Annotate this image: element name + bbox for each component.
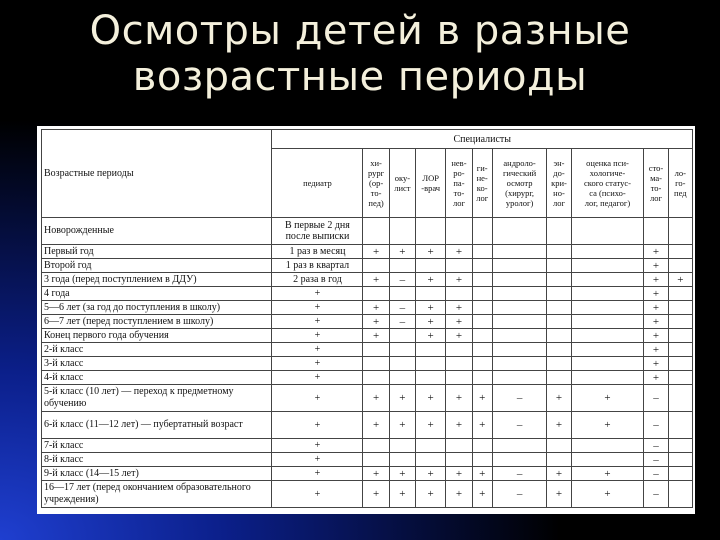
exam-mark-cell: + [416,315,446,329]
exam-mark-cell: – [492,481,547,508]
exam-mark-cell: + [416,467,446,481]
exam-mark-cell [416,357,446,371]
exam-mark-cell [644,218,668,245]
specialist-column-header: оку- лист [389,149,415,218]
specialist-column-header: хи- рург (ор- то- пед) [363,149,389,218]
exam-mark-cell: + [363,315,389,329]
exam-mark-cell [571,453,644,467]
age-period-cell: 3-й класс [42,357,272,371]
exam-mark-cell: + [446,481,472,508]
age-period-cell: 4 года [42,287,272,301]
exam-mark-cell [472,357,492,371]
exam-mark-cell [416,287,446,301]
exam-mark-cell [571,315,644,329]
exam-mark-cell: – [389,273,415,287]
exam-mark-cell: + [446,273,472,287]
exam-mark-cell [472,315,492,329]
exam-mark-cell: + [644,315,668,329]
exam-mark-cell [472,343,492,357]
exam-mark-cell [571,245,644,259]
exam-mark-cell [668,315,692,329]
age-periods-header: Возрастные периоды [42,130,272,218]
exam-mark-cell [571,371,644,385]
exam-mark-cell [389,343,415,357]
exam-mark-cell [668,245,692,259]
pediatrician-cell: 1 раз в квартал [272,259,363,273]
exam-mark-cell: + [644,371,668,385]
exam-mark-cell [472,329,492,343]
exam-mark-cell: + [547,385,571,412]
exam-mark-cell [547,329,571,343]
exam-mark-cell [547,343,571,357]
exam-mark-cell: + [446,315,472,329]
exam-mark-cell [389,287,415,301]
pediatrician-cell: + [272,301,363,315]
exam-mark-cell [547,315,571,329]
exam-mark-cell [571,357,644,371]
exam-mark-cell [547,453,571,467]
exam-mark-cell [668,371,692,385]
exam-mark-cell [446,371,472,385]
table-row [42,439,693,453]
slide-title-line-2: возрастные периоды [132,54,588,100]
exam-schedule-table-image [37,126,695,514]
exam-mark-cell: + [446,412,472,439]
exam-mark-cell: + [416,245,446,259]
exam-mark-cell [492,218,547,245]
exam-mark-cell [668,453,692,467]
pediatrician-cell: + [272,343,363,357]
exam-mark-cell: + [547,467,571,481]
exam-mark-cell [416,371,446,385]
table-row [42,287,693,301]
exam-mark-cell [668,412,692,439]
exam-mark-cell: + [571,481,644,508]
pediatrician-cell: В первые 2 дня после выписки [272,218,363,245]
exam-mark-cell [571,343,644,357]
exam-mark-cell: + [644,343,668,357]
exam-mark-cell [389,329,415,343]
exam-mark-cell [547,218,571,245]
exam-mark-cell: + [363,273,389,287]
exam-mark-cell [668,287,692,301]
exam-mark-cell [416,439,446,453]
exam-mark-cell [492,273,547,287]
exam-mark-cell [492,343,547,357]
exam-mark-cell [389,218,415,245]
pediatrician-cell: 1 раз в месяц [272,245,363,259]
pediatrician-cell: + [272,412,363,439]
exam-mark-cell [492,371,547,385]
exam-mark-cell: + [389,385,415,412]
specialist-column-header: сто- ма- то- лог [644,149,668,218]
exam-mark-cell [472,245,492,259]
exam-mark-cell: + [644,357,668,371]
age-period-cell: 16—17 лет (перед окончанием образовательного учреждения) [42,481,272,508]
exam-mark-cell [492,315,547,329]
table-row [42,357,693,371]
table-row [42,301,693,315]
exam-mark-cell [492,245,547,259]
slide-title-line-1: Осмотры детей в разные [89,8,631,54]
exam-mark-cell: – [389,315,415,329]
exam-mark-cell [363,218,389,245]
age-period-cell: Первый год [42,245,272,259]
age-period-cell: 4-й класс [42,371,272,385]
age-period-cell: 6—7 лет (перед поступлением в школу) [42,315,272,329]
exam-mark-cell [472,371,492,385]
pediatrician-cell: + [272,371,363,385]
exam-mark-cell: + [644,301,668,315]
table-row [42,218,693,245]
pediatrician-cell: + [272,329,363,343]
exam-mark-cell: + [644,245,668,259]
exam-mark-cell [446,259,472,273]
table-row [42,453,693,467]
exam-mark-cell [472,273,492,287]
exam-mark-cell [389,453,415,467]
pediatrician-cell: + [272,481,363,508]
exam-mark-cell: + [363,329,389,343]
exam-mark-cell [472,439,492,453]
exam-mark-cell: + [446,329,472,343]
exam-mark-cell [547,273,571,287]
specialist-column-header: эн- до- кри- но- лог [547,149,571,218]
pediatrician-cell: + [272,287,363,301]
exam-mark-cell [668,385,692,412]
pediatrician-cell: + [272,439,363,453]
exam-mark-cell [416,343,446,357]
exam-mark-cell [472,453,492,467]
exam-mark-cell: – [644,481,668,508]
exam-mark-cell [363,343,389,357]
exam-mark-cell [446,453,472,467]
exam-mark-cell [492,287,547,301]
exam-mark-cell: + [446,385,472,412]
exam-mark-cell: – [644,453,668,467]
pediatrician-cell: 2 раза в год [272,273,363,287]
exam-mark-cell [668,481,692,508]
exam-mark-cell [492,439,547,453]
exam-mark-cell [571,218,644,245]
specialist-column-header: ло- го- пед [668,149,692,218]
pediatrician-cell: + [272,385,363,412]
exam-mark-cell [389,357,415,371]
table-row [42,245,693,259]
exam-mark-cell [547,259,571,273]
exam-mark-cell: + [416,412,446,439]
exam-mark-cell: – [644,439,668,453]
exam-mark-cell [363,371,389,385]
exam-mark-cell [668,357,692,371]
exam-mark-cell [446,343,472,357]
exam-mark-cell: + [547,481,571,508]
slide-title [0,8,720,100]
exam-mark-cell: + [416,385,446,412]
exam-mark-cell [389,439,415,453]
exam-mark-cell: + [644,273,668,287]
exam-mark-cell [472,301,492,315]
exam-mark-cell [389,371,415,385]
exam-mark-cell: + [363,385,389,412]
exam-mark-cell [492,301,547,315]
table-row [42,371,693,385]
exam-mark-cell: + [416,301,446,315]
exam-mark-cell [547,371,571,385]
exam-mark-cell [472,259,492,273]
exam-mark-cell: – [644,412,668,439]
table-row [42,273,693,287]
exam-mark-cell [446,439,472,453]
exam-mark-cell [492,259,547,273]
exam-mark-cell: + [446,245,472,259]
exam-mark-cell: + [446,301,472,315]
exam-mark-cell [668,259,692,273]
exam-mark-cell [547,287,571,301]
exam-mark-cell [571,439,644,453]
exam-mark-cell [668,467,692,481]
exam-mark-cell [416,453,446,467]
exam-mark-cell: + [416,329,446,343]
exam-mark-cell: + [389,245,415,259]
exam-mark-cell: – [644,385,668,412]
exam-mark-cell: + [571,385,644,412]
exam-mark-cell [363,259,389,273]
pediatrician-cell: + [272,467,363,481]
exam-mark-cell: + [472,412,492,439]
pediatrician-cell: + [272,453,363,467]
exam-mark-cell: + [644,287,668,301]
exam-mark-cell [446,287,472,301]
exam-mark-cell: + [363,301,389,315]
exam-mark-cell: + [644,259,668,273]
specialist-column-header: нев- ро- па- то- лог [446,149,472,218]
age-period-cell: 2-й класс [42,343,272,357]
age-period-cell: 8-й класс [42,453,272,467]
exam-mark-cell: + [389,467,415,481]
age-period-cell: 6-й класс (11—12 лет) — пубертатный возраст [42,412,272,439]
age-period-cell: 3 года (перед поступлением в ДДУ) [42,273,272,287]
exam-mark-cell [416,218,446,245]
age-period-cell: 9-й класс (14—15 лет) [42,467,272,481]
exam-mark-cell [472,287,492,301]
table-row [42,412,693,439]
table-row [42,329,693,343]
exam-mark-cell [389,259,415,273]
exam-mark-cell: + [416,273,446,287]
specialist-column-header: андроло- гический осмотр (хирург, уролог) [492,149,547,218]
exam-mark-cell [571,259,644,273]
pediatrician-cell: + [272,315,363,329]
exam-mark-cell: + [389,481,415,508]
exam-mark-cell: – [644,467,668,481]
exam-mark-cell: + [389,412,415,439]
specialist-column-header: педиатр [272,149,363,218]
exam-mark-cell [668,218,692,245]
exam-mark-cell [363,439,389,453]
exam-mark-cell [668,329,692,343]
specialist-column-header: ЛОР -врач [416,149,446,218]
exam-mark-cell: – [492,412,547,439]
table-row [42,481,693,508]
exam-mark-cell: – [389,301,415,315]
table-row [42,467,693,481]
exam-mark-cell [446,357,472,371]
exam-mark-cell: + [547,412,571,439]
exam-mark-cell: + [472,481,492,508]
pediatrician-cell: + [272,357,363,371]
exam-mark-cell: + [363,412,389,439]
exam-mark-cell [571,287,644,301]
exam-mark-cell: + [363,245,389,259]
exam-mark-cell [492,453,547,467]
exam-mark-cell [668,439,692,453]
exam-schedule-table [41,129,693,508]
exam-mark-cell [668,343,692,357]
exam-mark-cell: + [644,329,668,343]
exam-mark-cell: – [492,467,547,481]
exam-mark-cell [363,357,389,371]
exam-mark-cell: + [446,467,472,481]
age-period-cell: Новорожденные [42,218,272,245]
exam-mark-cell [472,218,492,245]
exam-mark-cell [492,329,547,343]
exam-mark-cell [492,357,547,371]
exam-mark-cell [363,287,389,301]
exam-mark-cell [547,439,571,453]
exam-mark-cell: + [571,412,644,439]
specialist-column-header: ги- не- ко- лог [472,149,492,218]
exam-mark-cell: + [416,481,446,508]
exam-mark-cell: + [363,481,389,508]
exam-mark-cell: + [472,385,492,412]
exam-mark-cell [547,357,571,371]
exam-mark-cell [571,301,644,315]
exam-mark-cell [571,273,644,287]
exam-mark-cell [547,245,571,259]
age-period-cell: 5-й класс (10 лет) — переход к предметному обучению [42,385,272,412]
age-period-cell: 7-й класс [42,439,272,453]
table-row [42,385,693,412]
age-period-cell: Конец первого года обучения [42,329,272,343]
exam-mark-cell: – [492,385,547,412]
exam-mark-cell [416,259,446,273]
age-period-cell: Второй год [42,259,272,273]
exam-mark-cell [571,329,644,343]
exam-mark-cell [547,301,571,315]
exam-mark-cell: + [472,467,492,481]
exam-mark-cell: + [571,467,644,481]
table-row [42,315,693,329]
table-row [42,259,693,273]
exam-mark-cell [446,218,472,245]
exam-mark-cell [668,301,692,315]
exam-mark-cell [363,453,389,467]
exam-mark-cell: + [363,467,389,481]
specialists-header: Специалисты [272,130,693,149]
age-period-cell: 5—6 лет (за год до поступления в школу) [42,301,272,315]
specialist-column-header: оценка пси- хологиче- ского статус- са (психо- лог, педагог) [571,149,644,218]
table-row [42,343,693,357]
exam-mark-cell: + [668,273,692,287]
